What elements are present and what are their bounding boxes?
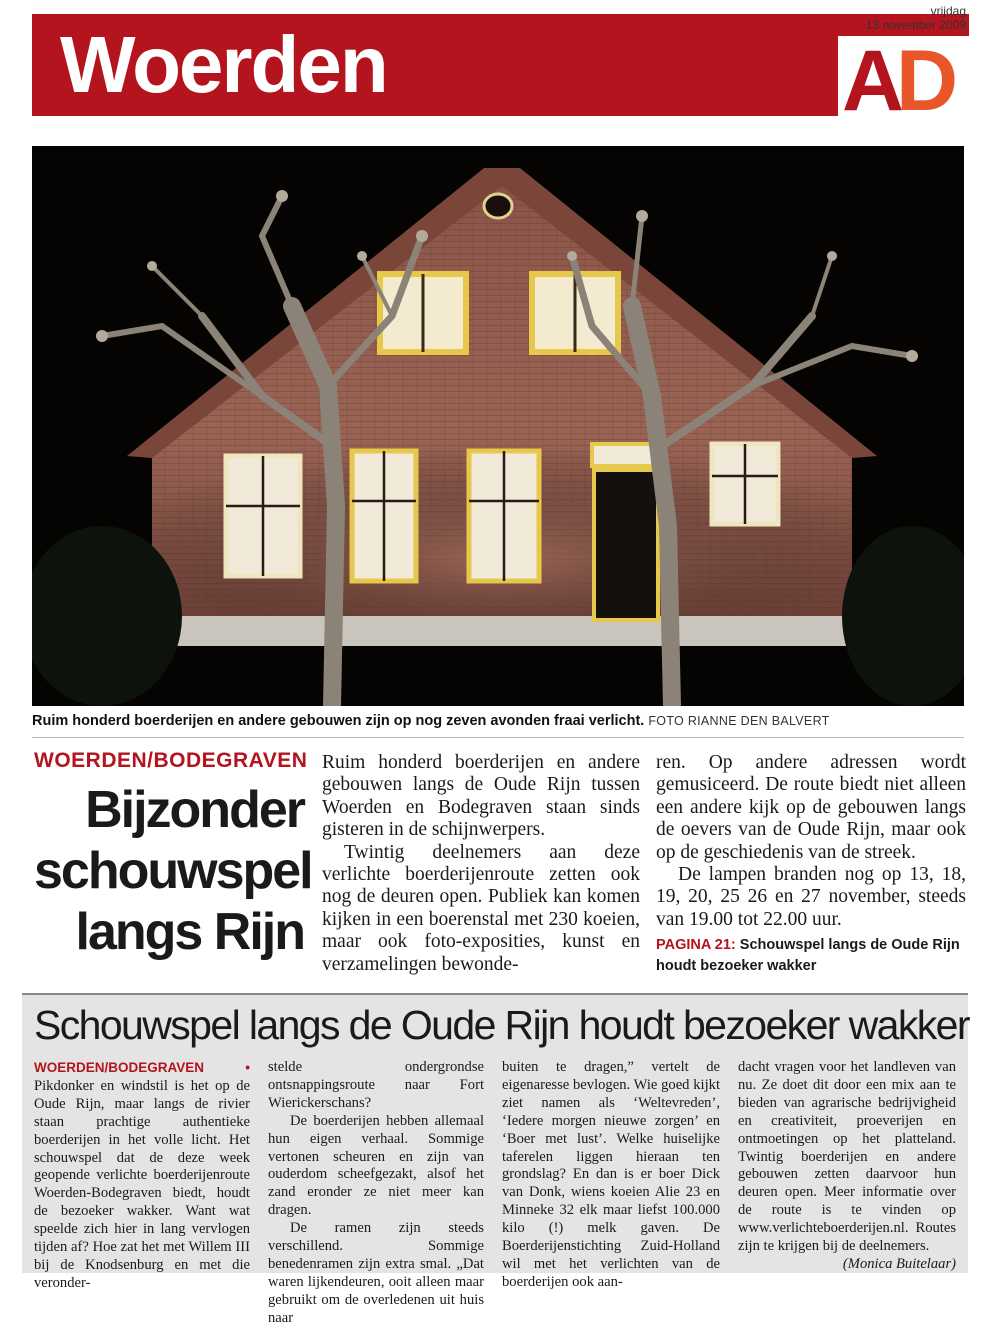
section-banner [32,14,969,116]
caption-text: Ruim honderd boerderijen en andere gebouwen zijn op nog zeven avonden fraai verlicht. [32,713,645,729]
headline-line: Bijzonder [85,781,304,839]
headline-line: schouwspel [34,842,312,900]
lower-article-kicker: WOERDEN/BODEGRAVEN • [34,1060,250,1075]
paragraph: dacht vragen voor het landleven van nu. Ze doet dit door een mix aan te bieden van agrarische bedrijvigheid en creativiteit, proeverijen en ontmoetingen op het platteland. Twintig boerderijen en andere gebouwen zetten daarvoor hun deuren open. Meer informatie over de route is te vinden op www.verlichteboerderijen.nl. Routes zijn te krijgen bij de deelnemers. [738,1059,956,1255]
paragraph: ren. Op andere adressen wordt gemusiceerd. De route biedt niet alleen een andere kijk op de gebouwen langs de oevers van de Oude Rijn, maar ook op de geschiedenis van de streek. [656,752,966,863]
paragraph: Twintig deelnemers aan deze verlichte boerderijenroute zetten ook nog de deuren open. Publiek kan komen kijken in een boerenstal met 230 koeien, maar ook foto-exposities, kunst en verzamelingen bewonde- [322,841,640,975]
dateline-date: 13 november 2009 [865,18,966,32]
photo-credit: FOTO RIANNE DEN BALVERT [648,714,830,728]
divider [22,993,968,995]
article-column [502,1059,720,1292]
paragraph: De boerderijen hebben allemaal hun eigen verhaal. Sommige vertonen scheuren en zijn van ouderdom scheefgezakt, alsof het zand eronder ze niet meer kan dragen. [268,1112,484,1219]
dateline-day: vrijdag [930,4,966,18]
section-title: Woerden [60,20,387,109]
paragraph: De ramen zijn steeds verschillend. Sommige benedenramen zijn extra smal. „Dat waren lijkendeuren, ooit alleen maar gebruikt om de overledenen uit huis naar [268,1220,484,1326]
ad-logo [838,36,972,116]
article-column [34,1059,250,1293]
article-headline [34,780,312,963]
page-reference [656,935,966,977]
ad-logo-letter-d: D [896,36,959,116]
article-column [322,752,640,976]
farmhouse-photo [32,146,964,706]
paragraph: Ruim honderd boerderijen en andere gebouwen langs de Oude Rijn tussen Woerden en Bodegraven staan sinds gisteren in de schijnwerpers. [322,752,640,841]
paragraph: De lampen branden nog op 13, 18, 19, 20, 25 26 en 27 november, steeds van 19.00 tot 22.00 uur. [656,864,966,930]
headline-line: langs Rijn [75,903,304,961]
page-reference-label: PAGINA 21: [656,937,736,954]
byline: (Monica Buitelaar) [842,1255,956,1272]
paragraph [34,1059,250,1293]
article-column [268,1059,484,1328]
dateline [866,4,966,32]
article-column [738,1059,956,1274]
paragraph: buiten te dragen,” vertelt de eigenaresse bevlogen. Wie goed kijkt ziet namen als ‘Weltevreden’, ‘Iedere morgen nieuwe zorgen’ en ‘Boer met lust’. Welke huiselijke taferelen liggen hieraan ten grondslag? En dan is er boer Dick van Donk, wiens koeien Alie 23 en Minneke 32 elk maar liefst 100.000 kilo (!) melk gaven. De Boerderijenstichting Zuid-Holland wil met het verlichten van de boerderijen ook aan- [502,1059,720,1290]
divider [32,737,964,738]
paragraph: stelde ondergrondse ontsnappingsroute naar Fort Wierickerschans? [268,1059,484,1111]
page-reference-text: Schouwspel langs de Oude Rijn houdt bezoeker wakker [656,937,960,975]
ad-logo-letter-a: A [842,36,897,116]
article-kicker: WOERDEN/BODEGRAVEN [34,749,308,772]
photo-caption [32,711,964,731]
paragraph-text: Pikdonker en windstil is het op de Oude Rijn, maar langs de rivier staan prachtige authentieke boerderijen in het volle licht. Het schouwspel dat de deze week geopende verlichte boerderijenroute Woerden-Bodegraven biedt, houdt de bezoeker wakker. Want wat speelde zich hier in lang vervlogen tijden af? Hoe zat het met Willem III bij de Knodsenburg en met die veronder- [34,1077,250,1291]
article-column [656,752,966,977]
lower-article-headline: Schouwspel langs de Oude Rijn houdt bezoeker wakker [34,1002,969,1048]
